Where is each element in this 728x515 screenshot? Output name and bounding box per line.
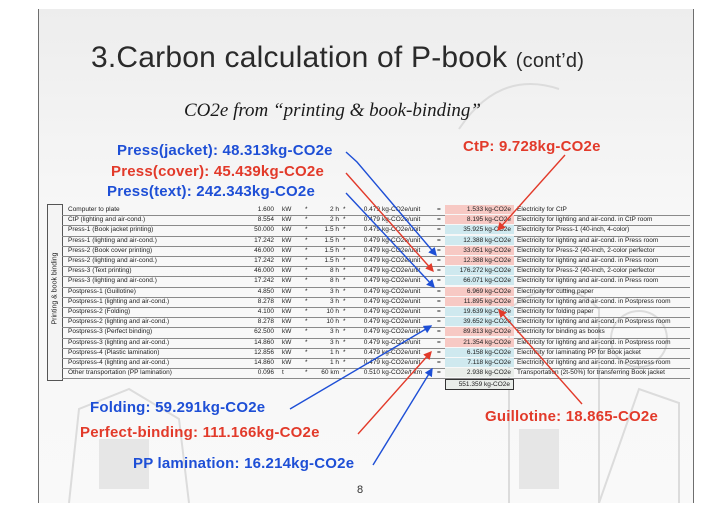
- cell-operator: *: [343, 257, 346, 264]
- cell-operator: *: [305, 236, 308, 244]
- table-row: [62, 358, 690, 367]
- cell-desc: Electricity for lighting and air-cond. in CtP room: [517, 216, 653, 224]
- cell-operator: =: [437, 297, 441, 305]
- cell-u: kW: [282, 359, 292, 366]
- cell-res: 1.533 kg-CO2e: [445, 205, 514, 214]
- callout-press-jacket: Press(jacket): 48.313kg-CO2e: [117, 142, 333, 159]
- cell-f: 0.479: [363, 318, 380, 326]
- cell-name: Press-1 (lighting and air-cond.): [68, 236, 157, 244]
- cell-name: Press-2 (lighting and air-cond.): [68, 257, 157, 264]
- cell-h: 3 h: [329, 328, 339, 336]
- cell-operator: *: [343, 297, 346, 305]
- cell-u: kW: [282, 206, 292, 213]
- cell-desc: Electricity for cutting paper: [517, 287, 594, 295]
- cell-val: 8.278: [257, 318, 274, 326]
- callout-press-text: Press(text): 242.343kg-CO2e: [107, 183, 316, 200]
- page-number: 8: [357, 484, 364, 496]
- cell-h: 3 h: [329, 297, 339, 305]
- cell-operator: =: [437, 257, 441, 264]
- cell-operator: *: [305, 267, 308, 275]
- cell-h: 1.5 h: [324, 236, 339, 244]
- table-row: [62, 297, 690, 306]
- table-row: [62, 205, 690, 214]
- cell-operator: =: [437, 226, 441, 234]
- cell-name: Postpress-1 (Guillotine): [68, 287, 136, 295]
- cell-h: 1.5 h: [324, 226, 339, 234]
- cell-desc: Electricity for laminating PP for Book jacket: [517, 348, 641, 356]
- category-cell: [47, 204, 63, 381]
- cell-operator: *: [343, 308, 346, 315]
- cell-res: 12.388 kg-CO2e: [445, 236, 514, 245]
- cell-val: 8.278: [257, 297, 274, 305]
- cell-operator: =: [437, 287, 441, 295]
- cell-operator: *: [343, 216, 346, 224]
- cell-desc: Electricity for lighting and air-cond. in Postpress room: [517, 318, 671, 326]
- cell-res: 7.118 kg-CO2e: [445, 358, 514, 367]
- cell-operator: *: [305, 338, 308, 346]
- cell-operator: *: [305, 226, 308, 234]
- cell-operator: *: [343, 246, 346, 254]
- cell-operator: *: [305, 297, 308, 305]
- cell-u: kW: [282, 226, 292, 234]
- cell-f: 0.479: [363, 338, 380, 346]
- callout-folding: Folding: 59.291kg-CO2e: [90, 399, 266, 416]
- cell-res: 66.071 kg-CO2e: [445, 276, 514, 285]
- cell-fu: kg-CO2e/unit: [382, 287, 421, 295]
- cell-res: 39.652 kg-CO2e: [445, 317, 514, 326]
- cell-val: 12.856: [254, 348, 274, 356]
- cell-h: 1.5 h: [324, 257, 339, 264]
- cell-name: Postpress-3 (lighting and air-cond.): [68, 338, 170, 346]
- table-row: [62, 256, 690, 265]
- cell-u: kW: [282, 348, 292, 356]
- callout-pp-lamination: PP lamination: 16.214kg-CO2e: [133, 455, 355, 472]
- cell-fu: kg-CO2e/unit: [382, 297, 421, 305]
- cell-h: 8 h: [329, 277, 339, 285]
- cell-operator: *: [343, 318, 346, 326]
- cell-res: 19.639 kg-CO2e: [445, 307, 514, 316]
- cell-desc: Electricity for Press-2 (40-inch, 2-color perfector: [517, 267, 655, 275]
- cell-operator: =: [437, 216, 441, 224]
- cell-operator: *: [305, 369, 308, 377]
- cell-fu: kg-CO2e/unit: [382, 216, 421, 224]
- cell-val: 1.600: [257, 206, 274, 213]
- cell-u: kW: [282, 338, 292, 346]
- cell-fu: kg-CO2e/unit: [382, 246, 421, 254]
- cell-val: 62.500: [254, 328, 274, 336]
- cell-desc: Electricity for lighting and air-cond. in Postpress room: [517, 297, 671, 305]
- cell-val: 17.242: [254, 236, 274, 244]
- cell-operator: =: [437, 277, 441, 285]
- cell-f: 0.479: [363, 206, 380, 213]
- cell-operator: *: [305, 277, 308, 285]
- cell-val: 14.860: [254, 338, 274, 346]
- cell-fu: kg-CO2e/unit: [382, 338, 421, 346]
- callout-perfect-binding: Perfect-binding: 111.166kg-CO2e: [80, 424, 320, 441]
- cell-f: 0.479: [363, 328, 380, 336]
- cell-h: 1 h: [329, 359, 339, 366]
- cell-operator: =: [437, 359, 441, 366]
- cell-operator: *: [305, 246, 308, 254]
- cell-res: 8.195 kg-CO2e: [445, 215, 514, 224]
- callout-guillotine: Guillotine: 18.865-CO2e: [485, 408, 658, 425]
- cell-f: 0.510: [363, 369, 380, 377]
- cell-f: 0.479: [363, 216, 380, 224]
- cell-res: 89.813 kg-CO2e: [445, 327, 514, 336]
- cell-val: 50.000: [254, 226, 274, 234]
- cell-fu: kg-CO2e/unit: [382, 236, 421, 244]
- cell-desc: Electricity for lighting and air-cond. in Press room: [517, 236, 659, 244]
- cell-f: 0.479: [363, 257, 380, 264]
- cell-h: 1.5 h: [324, 246, 339, 254]
- cell-desc: Electricity for lighting and air-cond. in Press room: [517, 257, 659, 264]
- table-row: [62, 225, 690, 234]
- cell-operator: =: [437, 308, 441, 315]
- cell-val: 0.096: [257, 369, 274, 377]
- cell-name: Other transportation (PP lamination): [68, 369, 172, 377]
- cell-res: 33.051 kg-CO2e: [445, 246, 514, 255]
- slide-subtitle: CO2e from “printing & book-binding”: [184, 100, 481, 121]
- cell-operator: *: [343, 226, 346, 234]
- cell-f: 0.479: [363, 277, 380, 285]
- cell-name: Postpress-4 (Plastic lamination): [68, 348, 160, 356]
- cell-h: 2 h: [329, 216, 339, 224]
- title-suffix: (cont’d): [515, 50, 585, 72]
- cell-desc: Transportation (2t-50%) for transferring Book jacket: [517, 369, 665, 377]
- cell-fu: kg-CO2e/unit: [382, 257, 421, 264]
- total-value: 551.359 kg-CO2e: [445, 379, 514, 390]
- cell-operator: *: [343, 328, 346, 336]
- cell-fu: kg-CO2e/unit: [382, 328, 421, 336]
- table-row: [62, 317, 690, 326]
- table-row: [62, 348, 690, 357]
- callout-ctp: CtP: 9.728kg-CO2e: [463, 138, 601, 155]
- cell-desc: Electricity for Press-2 (40-inch, 2-color perfector: [517, 246, 655, 254]
- cell-operator: =: [437, 338, 441, 346]
- cell-res: 6.158 kg-CO2e: [445, 348, 514, 357]
- cell-name: Press-3 (Text printing): [68, 267, 132, 275]
- cell-operator: =: [437, 328, 441, 336]
- cell-res: 35.925 kg-CO2e: [445, 225, 514, 234]
- cell-operator: *: [305, 318, 308, 326]
- cell-operator: *: [305, 287, 308, 295]
- cell-operator: *: [343, 206, 346, 213]
- cell-res: 12.388 kg-CO2e: [445, 256, 514, 265]
- cell-val: 46.000: [254, 246, 274, 254]
- cell-operator: *: [305, 348, 308, 356]
- cell-val: 14.860: [254, 359, 274, 366]
- title-main: 3.Carbon calculation of P-book: [91, 41, 508, 74]
- cell-h: 10 h: [326, 318, 339, 326]
- cell-h: 10 h: [326, 308, 339, 315]
- cell-h: 8 h: [329, 267, 339, 275]
- cell-val: 8.554: [257, 216, 274, 224]
- cell-f: 0.479: [363, 267, 380, 275]
- cell-u: kW: [282, 267, 292, 275]
- cell-operator: *: [305, 206, 308, 213]
- cell-u: t: [282, 369, 284, 377]
- cell-fu: kg-CO2e/unit: [382, 359, 421, 366]
- cell-h: 2 h: [329, 206, 339, 213]
- slide-title: [91, 41, 584, 75]
- cell-f: 0.479: [363, 297, 380, 305]
- cell-u: kW: [282, 257, 292, 264]
- cell-h: 1 h: [329, 348, 339, 356]
- cell-val: 46.000: [254, 267, 274, 275]
- cell-operator: =: [437, 267, 441, 275]
- table-row: [62, 246, 690, 255]
- cell-u: kW: [282, 308, 292, 315]
- cell-name: Postpress-4 (lighting and air-cond.): [68, 359, 170, 366]
- cell-u: kW: [282, 287, 292, 295]
- cell-operator: =: [437, 206, 441, 213]
- cell-h: 3 h: [329, 338, 339, 346]
- cell-fu: kg-CO2e/unit: [382, 206, 421, 213]
- cell-name: Postpress-2 (Folding): [68, 308, 131, 315]
- cell-u: kW: [282, 246, 292, 254]
- cell-operator: *: [343, 359, 346, 366]
- cell-operator: *: [343, 267, 346, 275]
- table-row: [62, 236, 690, 245]
- cell-res: 2.938 kg-CO2e: [445, 368, 514, 377]
- cell-h: 3 h: [329, 287, 339, 295]
- cell-operator: *: [343, 277, 346, 285]
- cell-name: Postpress-3 (Perfect binding): [68, 328, 153, 336]
- cell-fu: kg-CO2e/unit: [382, 277, 421, 285]
- cell-res: 176.272 kg-CO2e: [445, 266, 514, 275]
- cell-operator: *: [343, 369, 346, 377]
- cell-operator: =: [437, 369, 441, 377]
- cell-u: kW: [282, 236, 292, 244]
- cell-f: 0.479: [363, 348, 380, 356]
- cell-desc: Electricity for folding paper: [517, 308, 594, 315]
- cell-operator: *: [343, 338, 346, 346]
- cell-name: Computer to plate: [68, 206, 120, 213]
- calculation-table: [47, 204, 691, 391]
- table-row: [62, 215, 690, 224]
- table-row: [62, 338, 690, 347]
- cell-val: 17.242: [254, 257, 274, 264]
- cell-f: 0.479: [363, 287, 380, 295]
- cell-name: Press-1 (Book jacket printing): [68, 226, 154, 234]
- cell-desc: Electricity for Press-1 (40-inch, 4-color): [517, 226, 630, 234]
- cell-desc: Electricity for lighting and air-cond. in Press room: [517, 277, 659, 285]
- category-label: Printing & book binding: [51, 252, 59, 325]
- cell-val: 17.242: [254, 277, 274, 285]
- table-row: [62, 276, 690, 285]
- cell-fu: kg-CO2e/unit: [382, 348, 421, 356]
- cell-f: 0.479: [363, 226, 380, 234]
- cell-desc: Electricity for lighting and air-cond. in Postpress room: [517, 338, 671, 346]
- cell-name: Postpress-2 (lighting and air-cond.): [68, 318, 170, 326]
- cell-operator: =: [437, 246, 441, 254]
- cell-operator: *: [305, 308, 308, 315]
- cell-operator: =: [437, 318, 441, 326]
- cell-h: 60 km: [321, 369, 339, 377]
- cell-fu: kg-CO2e/unit: [382, 308, 421, 315]
- cell-fu: kg-CO2e/unit: [382, 226, 421, 234]
- cell-desc: Electricity for lighting and air-cond. in Postpress room: [517, 359, 671, 366]
- cell-f: 0.479: [363, 308, 380, 315]
- cell-operator: *: [305, 328, 308, 336]
- table-row: [62, 327, 690, 336]
- table-row: [62, 368, 690, 377]
- callout-press-cover: Press(cover): 45.439kg-CO2e: [111, 163, 325, 180]
- cell-name: Press-2 (Book cover printing): [68, 246, 153, 254]
- cell-fu: kg-CO2e/t km: [382, 369, 423, 377]
- cell-res: 6.969 kg-CO2e: [445, 287, 514, 296]
- cell-f: 0.479: [363, 236, 380, 244]
- cell-u: kW: [282, 277, 292, 285]
- cell-operator: *: [305, 359, 308, 366]
- cell-operator: *: [343, 348, 346, 356]
- cell-operator: *: [343, 287, 346, 295]
- cell-fu: kg-CO2e/unit: [382, 267, 421, 275]
- cell-desc: Electricity for binding as books: [517, 328, 605, 336]
- cell-u: kW: [282, 216, 292, 224]
- cell-val: 4.850: [257, 287, 274, 295]
- cell-u: kW: [282, 318, 292, 326]
- cell-u: kW: [282, 297, 292, 305]
- cell-desc: Electricity for CtP: [517, 206, 567, 213]
- cell-name: CtP (lighting and air-cond.): [68, 216, 146, 224]
- table-row: [62, 266, 690, 275]
- table-row: [62, 287, 690, 296]
- cell-res: 21.354 kg-CO2e: [445, 338, 514, 347]
- cell-name: Postpress-1 (lighting and air-cond.): [68, 297, 170, 305]
- cell-val: 4.100: [257, 308, 274, 315]
- total-row: [62, 379, 690, 388]
- cell-name: Press-3 (lighting and air-cond.): [68, 277, 157, 285]
- cell-u: kW: [282, 328, 292, 336]
- cell-operator: *: [343, 236, 346, 244]
- cell-f: 0.479: [363, 246, 380, 254]
- cell-operator: =: [437, 236, 441, 244]
- table-row: [62, 307, 690, 316]
- cell-res: 11.895 kg-CO2e: [445, 297, 514, 306]
- cell-operator: =: [437, 348, 441, 356]
- cell-fu: kg-CO2e/unit: [382, 318, 421, 326]
- cell-operator: *: [305, 257, 308, 264]
- cell-f: 0.479: [363, 359, 380, 366]
- cell-operator: *: [305, 216, 308, 224]
